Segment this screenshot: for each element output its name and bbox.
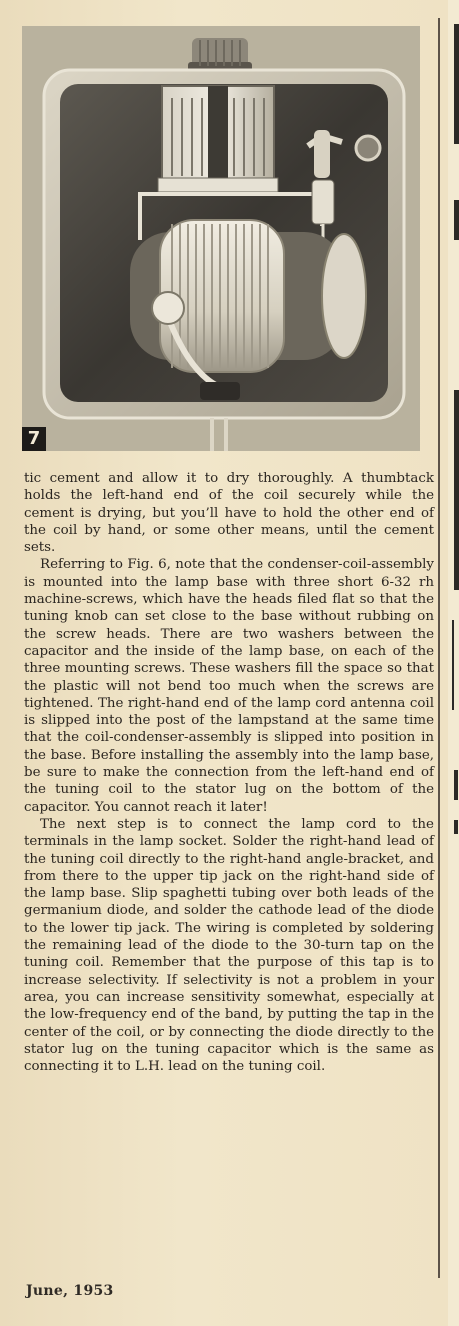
edge-mark bbox=[454, 390, 459, 590]
edge-mark bbox=[454, 820, 458, 834]
edge-mark bbox=[452, 620, 454, 710]
article-body bbox=[24, 470, 434, 1075]
edge-mark bbox=[454, 200, 459, 240]
column-divider bbox=[438, 18, 440, 1278]
page-footer-date: June, 1953 bbox=[26, 1283, 114, 1299]
crystal-radio-photo-illustration bbox=[22, 26, 420, 451]
figure-7-photo bbox=[22, 26, 420, 451]
figure-number-badge: 7 bbox=[22, 427, 46, 451]
edge-mark bbox=[454, 24, 459, 144]
paragraph-3: The next step is to connect the lamp cord to the terminals in the lamp socket. Solder the right-hand lead of the tuning coil directly to the right-hand angle-bracket, and from there to the upper tip jack on the right-hand side of the lamp base. Slip spaghetti tubing over both leads of the germanium diode, and solder the cathode lead of the diode to the lower tip jack. The wiring is completed by soldering the remaining lead of the diode to the 30-turn tap on the tuning coil. Remember that the purpose of this tap is to increase selectivity. If selectivity is not a problem in your area, you can increase sensitivity somewhat, especially at the low-frequency end of the band, by putting the tap in the center of the coil, or by connecting the diode directly to the stator lug on the tuning capacitor which is the same as connecting it to L.H. lead on the tuning coil. bbox=[24, 816, 434, 1075]
edge-mark bbox=[454, 770, 458, 800]
paragraph-2: Referring to Fig. 6, note that the condenser-coil-assembly is mounted into the lamp base with three short 6-32 rh machine-screws, which have the heads filed flat so that the tuning knob can set close to the base without rubbing on the screw heads. There are two washers between the capacitor and the inside of the lamp base, on each of the three mounting screws. These washers fill the space so that the plastic will not bend too much when the screws are tightened. The right-hand end of the lamp cord antenna coil is slipped into the post of the lampstand at the same time that the coil-condenser-assembly is slipped into position in the base. Before installing the assembly into the lamp base, be sure to make the connection from the left-hand end of the tuning coil to the stator lug on the bottom of the capacitor. You cannot reach it later! bbox=[24, 557, 434, 815]
paragraph-1: tic cement and allow it to dry thoroughly. A thumbtack holds the left-hand end of the coil securely while the cement is drying, but you’ll have to hold the other end of the coil by hand, or some other means, until the cement sets. bbox=[24, 471, 434, 556]
adjacent-page-edge bbox=[448, 0, 459, 1326]
